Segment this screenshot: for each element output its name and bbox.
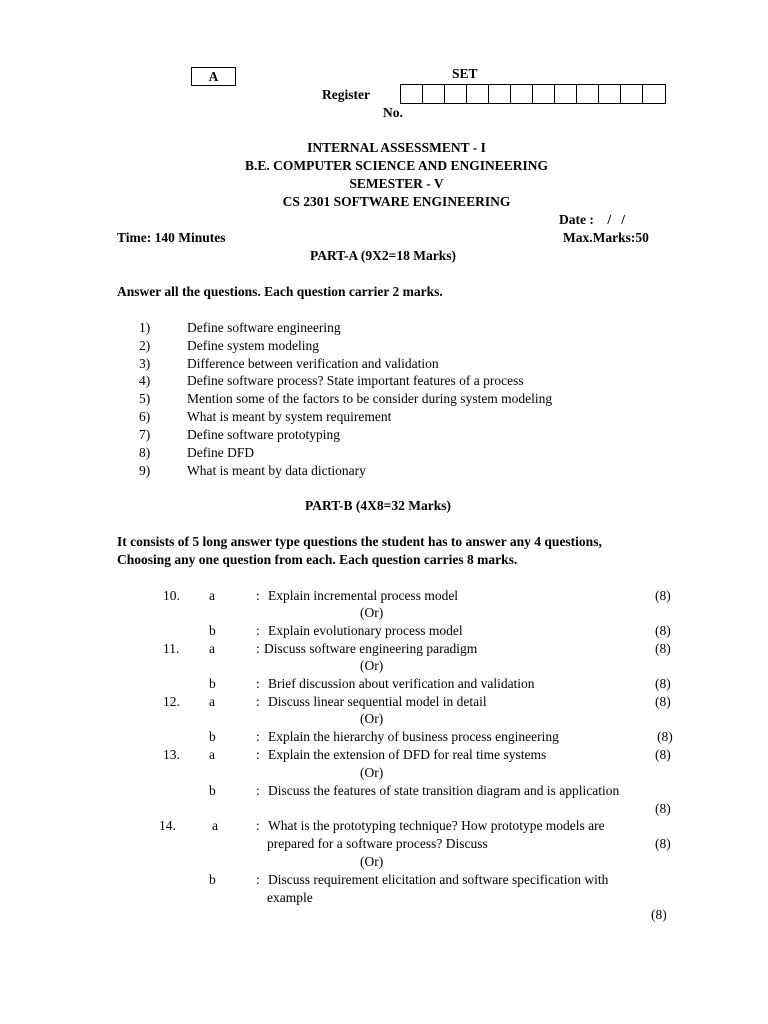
semester-title: SEMESTER - V [349, 176, 444, 191]
question-text: Explain incremental process model [268, 588, 459, 603]
option-letter: a [209, 641, 215, 656]
part-a-instruction: Answer all the questions. Each question carrier 2 marks. [117, 284, 443, 299]
colon: : [256, 641, 260, 656]
or-separator: (Or) [360, 605, 384, 620]
question-number: 12. [163, 694, 180, 709]
marks: (8) [655, 641, 671, 656]
question-number: 13. [163, 747, 180, 762]
question-text: Mention some of the factors to be consider during system modeling [187, 391, 553, 406]
option-letter: a [209, 694, 215, 709]
colon: : [256, 747, 260, 762]
question-text: Explain the extension of DFD for real time systems [268, 747, 547, 762]
question-number: 7) [139, 427, 151, 442]
option-letter: b [209, 676, 216, 691]
option-letter: b [209, 783, 216, 798]
degree-title: B.E. COMPUTER SCIENCE AND ENGINEERING [244, 158, 549, 173]
option-letter: a [209, 588, 215, 603]
question-number: 3) [139, 356, 151, 371]
colon: : [256, 623, 260, 638]
question-text: What is meant by system requirement [187, 409, 392, 424]
marks: (8) [655, 588, 671, 603]
option-letter: b [209, 872, 216, 887]
marks: (8) [655, 694, 671, 709]
set-code-box: A [191, 67, 236, 86]
set-label: SET [452, 66, 478, 81]
marks: (8) [655, 747, 671, 762]
register-digit-cell[interactable] [467, 85, 489, 103]
register-digit-cell[interactable] [621, 85, 643, 103]
question-number: 6) [139, 409, 151, 424]
question-text: Discuss software engineering paradigm [264, 641, 478, 656]
marks: (8) [655, 623, 671, 638]
question-text-continued: prepared for a software process? Discuss [267, 836, 488, 851]
question-text: Define software process? State important features of a process [187, 373, 524, 388]
question-text: Explain evolutionary process model [268, 623, 463, 638]
question-number: 11. [163, 641, 180, 656]
part-a-heading: PART-A (9X2=18 Marks) [310, 248, 456, 263]
colon: : [256, 676, 260, 691]
register-no-label: No. [383, 105, 403, 120]
question-text: Define system modeling [187, 338, 319, 353]
register-digit-cell[interactable] [643, 85, 665, 103]
part-b-heading: PART-B (4X8=32 Marks) [305, 498, 451, 513]
colon: : [256, 729, 260, 744]
register-number-grid[interactable] [400, 84, 666, 104]
option-letter: a [212, 818, 218, 833]
register-digit-cell[interactable] [555, 85, 577, 103]
question-number: 1) [139, 320, 151, 335]
question-text: Define DFD [187, 445, 255, 460]
marks: (8) [655, 676, 671, 691]
marks: (8) [651, 907, 667, 922]
register-digit-cell[interactable] [577, 85, 599, 103]
question-text: What is meant by data dictionary [187, 463, 366, 478]
marks: (8) [655, 836, 671, 851]
register-digit-cell[interactable] [423, 85, 445, 103]
question-text: Explain the hierarchy of business process engineering [268, 729, 559, 744]
time-label: Time: 140 Minutes [117, 230, 226, 245]
colon: : [256, 872, 260, 887]
question-number: 14. [159, 818, 176, 833]
colon: : [256, 783, 260, 798]
question-number: 2) [139, 338, 151, 353]
question-text: Define software engineering [187, 320, 341, 335]
question-number: 4) [139, 373, 151, 388]
or-separator: (Or) [360, 658, 384, 673]
question-text: Define software prototyping [187, 427, 340, 442]
register-digit-cell[interactable] [599, 85, 621, 103]
or-separator: (Or) [360, 854, 384, 869]
question-text-continued: example [267, 890, 313, 905]
colon: : [256, 588, 260, 603]
max-marks-label: Max.Marks:50 [563, 230, 649, 245]
question-text: Discuss the features of state transition diagram and is application [268, 783, 620, 798]
part-b-instruction-line-1: It consists of 5 long answer type questions the student has to answer any 4 questions, [117, 534, 602, 549]
register-digit-cell[interactable] [511, 85, 533, 103]
register-digit-cell[interactable] [401, 85, 423, 103]
question-text: Discuss linear sequential model in detail [268, 694, 487, 709]
question-text: Brief discussion about verification and validation [268, 676, 535, 691]
colon: : [256, 694, 260, 709]
question-number: 5) [139, 391, 151, 406]
question-number: 10. [163, 588, 180, 603]
register-digit-cell[interactable] [445, 85, 467, 103]
register-label: Register [322, 87, 370, 102]
register-digit-cell[interactable] [489, 85, 511, 103]
option-letter: b [209, 729, 216, 744]
assessment-title: INTERNAL ASSESSMENT - I [307, 140, 486, 155]
question-text: Difference between verification and validation [187, 356, 439, 371]
marks: (8) [655, 801, 671, 816]
question-text: What is the prototyping technique? How prototype models are [268, 818, 605, 833]
part-b-instruction-line-2: Choosing any one question from each. Each question carries 8 marks. [117, 552, 518, 567]
marks: (8) [657, 729, 673, 744]
or-separator: (Or) [360, 765, 384, 780]
register-digit-cell[interactable] [533, 85, 555, 103]
option-letter: a [209, 747, 215, 762]
question-text: Discuss requirement elicitation and software specification with [268, 872, 609, 887]
question-number: 8) [139, 445, 151, 460]
date-field: Date : / / [559, 212, 625, 227]
or-separator: (Or) [360, 711, 384, 726]
option-letter: b [209, 623, 216, 638]
course-title: CS 2301 SOFTWARE ENGINEERING [282, 194, 511, 209]
question-number: 9) [139, 463, 151, 478]
colon: : [256, 818, 260, 833]
